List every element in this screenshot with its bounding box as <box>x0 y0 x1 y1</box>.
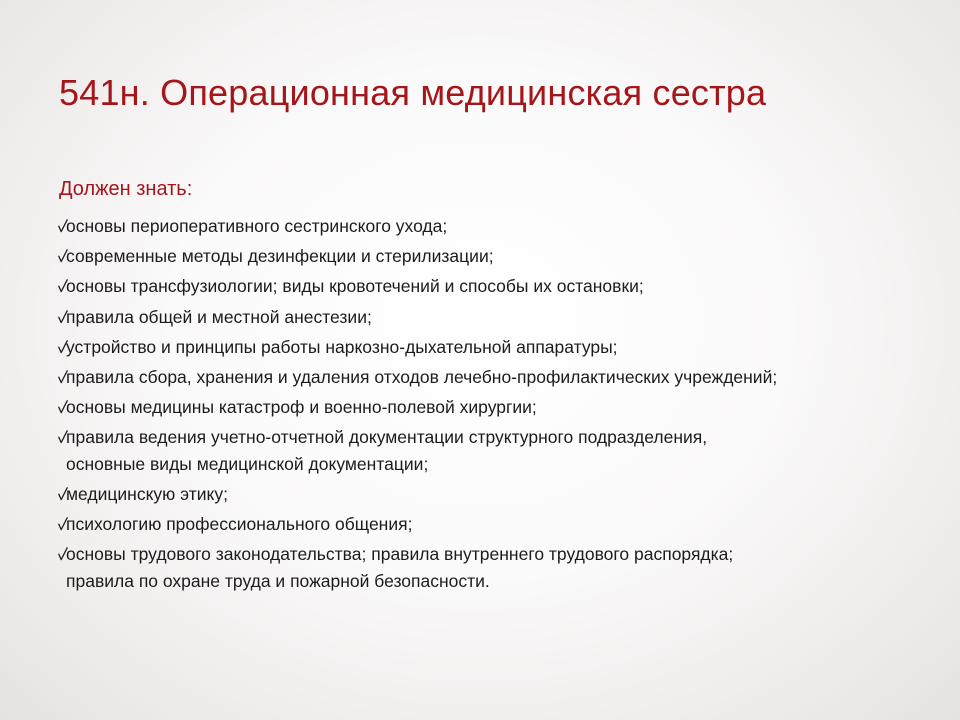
list-item <box>58 243 938 270</box>
list-item-text: устройство и принципы работы наркозно-дыхательной аппаратуры; <box>66 336 618 357</box>
slide-title: 541н. Операционная медицинская сестра <box>59 72 767 113</box>
checkmark-icon <box>58 304 68 330</box>
requirements-list <box>58 213 938 598</box>
list-item <box>58 511 938 538</box>
list-item-text: основные виды медицинской документации; <box>66 453 429 474</box>
checkmark-icon <box>58 334 68 360</box>
checkmark-icon <box>58 273 68 299</box>
checkmark-icon <box>58 481 68 507</box>
list-item <box>58 273 938 300</box>
checkmark-icon <box>58 511 68 537</box>
list-item-text: основы периоперативного сестринского ухода; <box>66 216 448 236</box>
list-item-text: основы трудового законодательства; правила внутреннего трудового распорядка; <box>66 544 734 565</box>
list-item-text: современные методы дезинфекции и стерилизации; <box>66 246 494 267</box>
list-item <box>58 481 938 508</box>
list-item-text: медицинскую этику; <box>66 484 228 504</box>
list-item <box>58 364 938 391</box>
list-item-text: психологию профессионального общения; <box>66 514 413 535</box>
list-item <box>58 213 938 240</box>
list-item <box>58 394 938 421</box>
list-item-text: правила ведения учетно-отчетной документации структурного подразделения, <box>66 427 708 448</box>
checkmark-icon <box>58 243 68 269</box>
list-item-text: правила по охране труда и пожарной безопасности. <box>66 570 490 591</box>
list-item-text: правила сбора, хранения и удаления отходов лечебно-профилактических учреждений; <box>66 366 778 387</box>
checkmark-icon <box>58 394 68 420</box>
slide-subtitle: Должен знать: <box>59 178 193 200</box>
list-item <box>58 334 938 361</box>
list-item-text: основы медицины катастроф и военно-полевой хирургии; <box>66 397 537 418</box>
checkmark-icon <box>58 364 68 390</box>
checkmark-icon <box>58 213 68 239</box>
checkmark-icon <box>58 424 68 450</box>
checkmark-icon <box>58 541 68 567</box>
list-item-text: основы трансфузиологии; виды кровотечений и способы их остановки; <box>66 276 644 297</box>
list-item <box>58 304 938 331</box>
list-item-text: правила общей и местной анестезии; <box>66 306 372 327</box>
list-item <box>58 541 938 594</box>
list-item <box>58 424 938 477</box>
